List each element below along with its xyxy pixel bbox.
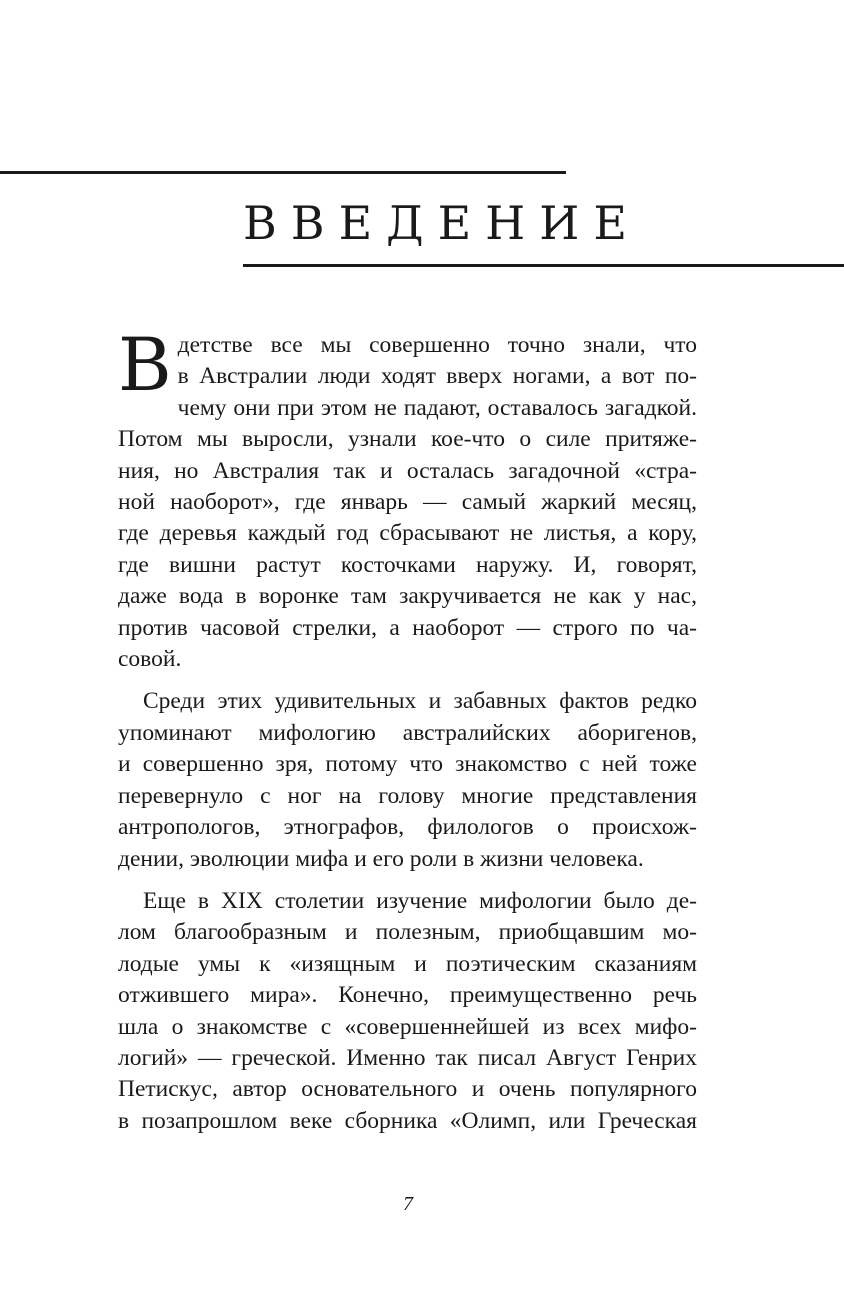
text-line: Потом мы выросли, узнали кое-что о силе притяже-: [118, 426, 697, 453]
text-line: шла о знакомстве с «совершеннейшей из всех мифо-: [118, 1013, 697, 1040]
text-line: детстве все мы совершенно точно знали, что: [177, 332, 697, 358]
text-line: перевернуло с ног на голову многие представления: [118, 782, 697, 809]
paragraph-2: [118, 686, 697, 874]
text-line: против часовой стрелки, а наоборот — строго по ча-: [118, 614, 697, 641]
text-line: в Австралии люди ходят вверх ногами, а вот по-: [177, 363, 697, 390]
text-line: отжившего мира». Конечно, преимущественно речь: [118, 982, 697, 1009]
paragraph-3: [118, 886, 697, 1137]
text-line: где деревья каждый год сбрасывают не листья, а кору,: [118, 520, 697, 547]
text-line: Петискус, автор основательного и очень популярного: [118, 1076, 697, 1103]
text-line: даже вода в воронке там закручивается не как у нас,: [118, 583, 697, 610]
text-line: ния, но Австралия так и осталась загадочной «стра-: [118, 457, 697, 484]
text-line: где вишни растут косточками наружу. И, говорят,: [118, 551, 697, 578]
text-line: логий» — греческой. Именно так писал Август Генрих: [118, 1044, 697, 1071]
text-line: ной наоборот», где январь — самый жаркий месяц,: [118, 489, 697, 516]
text-line: чему они при этом не падают, оставалось загадкой.: [177, 394, 697, 421]
text-line: Еще в XIX столетии изучение мифологии было де-: [143, 887, 697, 914]
top-rule: [0, 171, 566, 174]
text-line: Среди этих удивительных и забавных фактов редко: [143, 688, 697, 715]
text-line: лом благообразным и полезным, приобщавшим мо-: [118, 919, 697, 946]
chapter-title: ВВЕДЕНИЕ: [243, 196, 641, 250]
bottom-rule: [243, 264, 844, 267]
text-line: антропологов, этнографов, филологов о происхож-: [118, 814, 697, 841]
body-text: [118, 323, 697, 1148]
text-line: дении, эволюции мифа и его роли в жизни человека.: [118, 845, 644, 872]
paragraph-1: [118, 323, 697, 675]
text-line: совой.: [118, 646, 182, 673]
drop-cap: В: [118, 323, 172, 408]
text-line: в позапрошлом веке сборника «Олимп, или Греческая: [118, 1107, 697, 1134]
text-line: и совершенно зря, потому что знакомство с ней тоже: [118, 751, 697, 778]
text-line: упоминают мифологию австралийских аборигенов,: [118, 719, 697, 746]
page-number: 7: [403, 1193, 413, 1215]
text-line: лодые умы к «изящным и поэтическим сказаниям: [118, 950, 697, 977]
